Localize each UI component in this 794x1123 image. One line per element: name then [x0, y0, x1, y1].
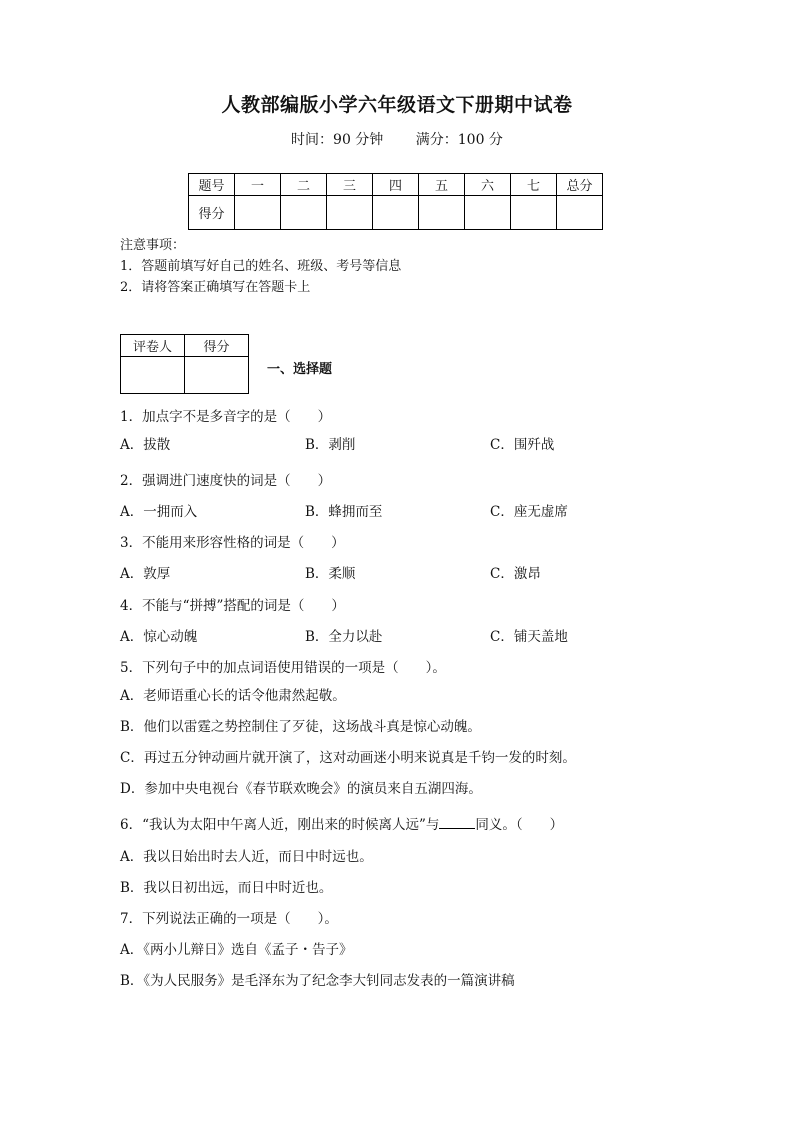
answer-line: C．再过五分钟动画片就开演了，这对动画迷小明来说真是千钧一发的时刻。: [120, 750, 576, 766]
grader-label: 评卷人: [121, 335, 185, 357]
section-title: 一、选择题: [267, 362, 333, 377]
question-stem: 7．下列说法正确的一项是（ ）。: [120, 911, 338, 927]
option-c: C．铺天盖地: [490, 629, 568, 645]
option-c: C．激昂: [490, 566, 541, 582]
option-a: A．敦厚: [120, 566, 171, 582]
score-cell[interactable]: [327, 196, 373, 230]
grader-score-label: 得分: [185, 335, 249, 357]
score-header-cell: 一: [235, 174, 281, 196]
question-stem: 1．加点字不是多音字的是（ ）: [120, 409, 332, 425]
score-cell[interactable]: [511, 196, 557, 230]
question-stem: 3．不能用来形容性格的词是（ ）: [120, 535, 345, 551]
question-stem-part: 6．“我认为太阳中午离人近，刚出来的时候离人远”与: [120, 817, 440, 833]
score-cell[interactable]: [419, 196, 465, 230]
answer-line: B．《为人民服务》是毛泽东为了纪念李大钊同志发表的一篇演讲稿: [120, 973, 515, 989]
question-stem: 4．不能与“拼搏”搭配的词是（ ）: [120, 598, 345, 614]
notes-heading: 注意事项：: [120, 238, 186, 253]
score-table: [188, 173, 603, 230]
option-b: B．剥削: [305, 437, 356, 453]
option-a: A．拔散: [120, 437, 171, 453]
question-stem: 2．强调进门速度快的词是（ ）: [120, 473, 332, 489]
answer-line: B．我以日初出远，而日中时近也。: [120, 880, 333, 896]
score-header-total: 总分: [557, 174, 603, 196]
notes-item: 1．答题前填写好自己的姓名、班级、考号等信息: [120, 259, 402, 274]
score-header-cell: 四: [373, 174, 419, 196]
score-header-label: 题号: [189, 174, 235, 196]
score-cell[interactable]: [373, 196, 419, 230]
score-cell[interactable]: [235, 196, 281, 230]
score-header-cell: 五: [419, 174, 465, 196]
option-a: A．一拥而入: [120, 504, 198, 520]
exam-info: [0, 129, 794, 149]
score-header-cell: 六: [465, 174, 511, 196]
option-b: B．全力以赴: [305, 629, 383, 645]
option-b: B．柔顺: [305, 566, 356, 582]
exam-time: 时间：90 分钟: [291, 132, 384, 148]
score-header-cell: 三: [327, 174, 373, 196]
page-title: 人教部编版小学六年级语文下册期中试卷: [221, 94, 573, 116]
grader-cell[interactable]: [121, 357, 185, 394]
score-cell[interactable]: [465, 196, 511, 230]
score-cell-total[interactable]: [557, 196, 603, 230]
answer-line: A．《两小儿辩日》选自《孟子・告子》: [120, 942, 353, 958]
option-c: C．围歼战: [490, 437, 555, 453]
question-stem: [120, 813, 563, 833]
answer-line: A．我以日始出时去人近，而日中时远也。: [120, 849, 373, 865]
question-stem: 5．下列句子中的加点词语使用错误的一项是（ ）。: [120, 660, 446, 676]
option-a: A．惊心动魄: [120, 629, 198, 645]
answer-line: B．他们以雷霆之势控制住了歹徒，这场战斗真是惊心动魄。: [120, 719, 481, 735]
score-header-cell: 七: [511, 174, 557, 196]
answer-line: D．参加中央电视台《春节联欢晚会》的演员来自五湖四海。: [120, 781, 482, 797]
score-header-cell: 二: [281, 174, 327, 196]
grader-table: [120, 334, 249, 394]
fill-blank[interactable]: [439, 816, 475, 829]
exam-total: 满分：100 分: [415, 132, 503, 148]
score-cell[interactable]: [281, 196, 327, 230]
notes-item: 2．请将答案正确填写在答题卡上: [120, 280, 311, 295]
option-c: C．座无虚席: [490, 504, 568, 520]
option-b: B．蜂拥而至: [305, 504, 383, 520]
answer-line: A．老师语重心长的话令他肃然起敬。: [120, 688, 346, 704]
grader-score-cell[interactable]: [185, 357, 249, 394]
score-row-label: 得分: [189, 196, 235, 230]
question-stem-part: 同义。（ ）: [475, 817, 564, 833]
